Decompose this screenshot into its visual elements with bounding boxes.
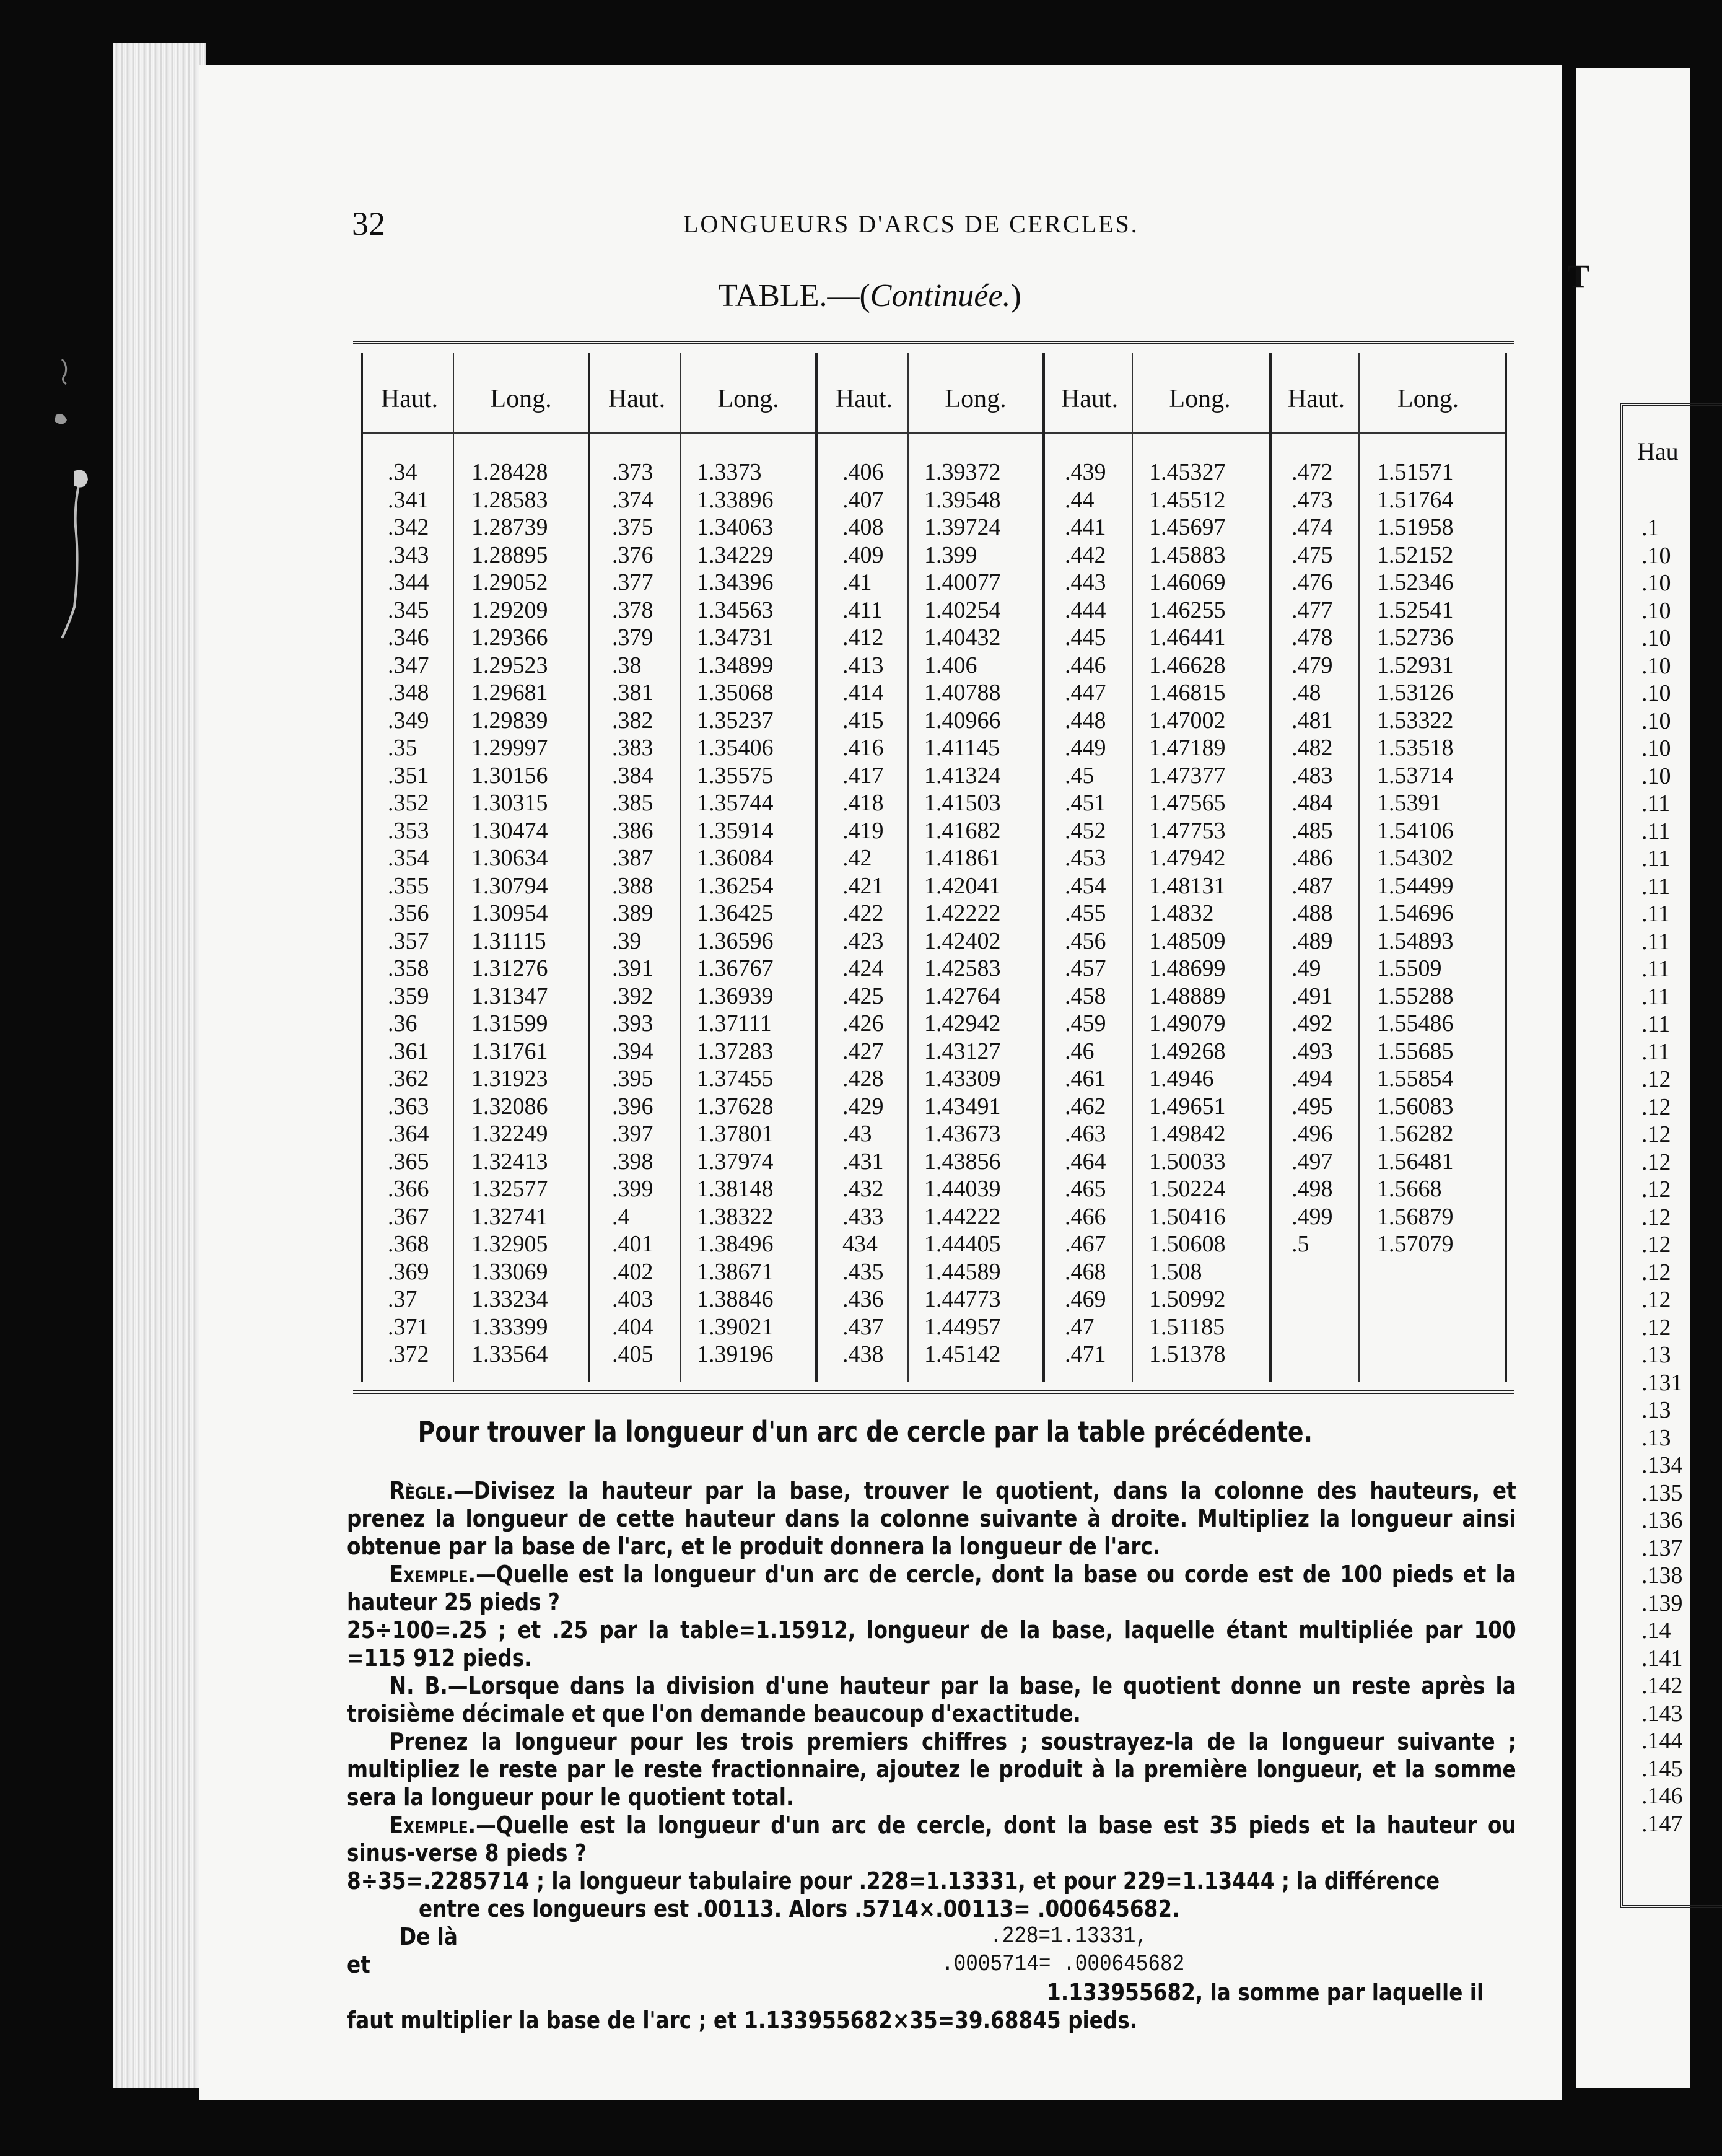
- header-haut-1: Haut.: [380, 385, 439, 413]
- header-long-3: Long.: [945, 385, 1007, 413]
- final-line: faut multiplier la base de l'arc ; et 1.133955682×35=39.68845 pieds.: [347, 2007, 1138, 2034]
- prenez-paragraph: Prenez la longueur pour les trois premiers chiffres ; soustrayez-la de la longueur suivante ; multipliez le reste par le reste fractionnaire, ajoutez le produit à la première longueur, et la somme sera la longueur pour le quotient total.: [347, 1728, 1516, 1811]
- sum-line: 1.133955682, la somme par laquelle il: [1047, 1979, 1484, 2006]
- haut-values-3: .406 .407 .408 .409 .41 .411 .412 .413 .414 .415 .416 .417 .418 .419 .42 .421 .422 .423 .424 .425 .426 .427 .428 .429 .43 .431 .432 .433 434 .435 .436 .437 .438: [842, 459, 884, 1367]
- example-1-paragraph: [347, 1561, 1516, 1616]
- right-page-title: T: [1567, 258, 1590, 295]
- regle-text: —Divisez la hauteur par la base, trouver le quotient, dans la colonne des hauteurs, et prenez la longueur de cette hauteur dans la colonne suivante à droite. Multipliez la longueur ainsi obtenue par la base de l'arc, et le produit donnera la longueur de l'arc.: [347, 1477, 1516, 1560]
- regle-label: Règle.: [389, 1477, 453, 1504]
- de-la-value: .228=1.13331,: [990, 1923, 1148, 1950]
- table-body: [361, 353, 1507, 1382]
- example-1-text: —Quelle est la longueur d'un arc de cercle, dont la base ou corde est de 100 pieds et la hauteur 25 pieds ?: [347, 1561, 1516, 1616]
- long-values-2: 1.3373 1.33896 1.34063 1.34229 1.34396 1.34563 1.34731 1.34899 1.35068 1.35237 1.35406 1.35575 1.35744 1.35914 1.36084 1.36254 1.36425 1.36596 1.36767 1.36939 1.37111 1.37283 1.37455 1.37628 1.37801 1.37974 1.38148 1.38322 1.38496 1.38671 1.38846 1.39021 1.39196: [697, 459, 774, 1367]
- column-group-4: [1045, 353, 1272, 1382]
- example-2-calc-line-2: entre ces longueurs est .00113. Alors .5714×.00113= .000645682.: [419, 1895, 1180, 1922]
- column-group-2: [590, 353, 818, 1382]
- regle-paragraph: [347, 1477, 1516, 1561]
- binding-stain: [37, 347, 99, 644]
- header-haut-5: Haut.: [1287, 385, 1345, 413]
- column-group-5: [1272, 353, 1507, 1382]
- right-page-haut-values: .1 .10 .10 .10 .10 .10 .10 .10 .10 .10 .11 .11 .11 .11 .11 .11 .11 .11 .11 .11 .12 .12 .12 .12 .12 .12 .12 .12 .12 .12 .13 .131 .13 .13 .134 .135 .136 .137 .138 .139 .14 .141 .142 .143 .144 .145 .146 .147: [1641, 515, 1683, 1837]
- table-title-end: ): [1010, 278, 1021, 313]
- nb-paragraph: N. B.—Lorsque dans la division d'une hauteur par la base, le quotient donne un reste après la troisième décimale et que l'on demande beaucoup d'exactitude.: [347, 1672, 1516, 1727]
- header-haut-4: Haut.: [1060, 385, 1119, 413]
- haut-values-4: .439 .44 .441 .442 .443 .444 .445 .446 .447 .448 .449 .45 .451 .452 .453 .454 .455 .456 .457 .458 .459 .46 .461 .462 .463 .464 .465 .466 .467 .468 .469 .47 .471: [1065, 459, 1106, 1367]
- haut-values-5: .472 .473 .474 .475 .476 .477 .478 .479 .48 .481 .482 .483 .484 .485 .486 .487 .488 .489 .49 .491 .492 .493 .494 .495 .496 .497 .498 .499 .5: [1292, 459, 1333, 1257]
- header-haut-3: Haut.: [835, 385, 893, 413]
- page-number: 32: [352, 205, 385, 242]
- header-long-1: Long.: [490, 385, 552, 413]
- right-page-header-haut: Hau: [1637, 437, 1679, 465]
- et-value: .0005714= .000645682: [942, 1951, 1185, 1978]
- de-la-label: De là: [400, 1923, 458, 1950]
- header-long-4: Long.: [1169, 385, 1231, 413]
- long-values-1: 1.28428 1.28583 1.28739 1.28895 1.29052 1.29209 1.29366 1.29523 1.29681 1.29839 1.29997 1.30156 1.30315 1.30474 1.30634 1.30794 1.30954 1.31115 1.31276 1.31347 1.31599 1.31761 1.31923 1.32086 1.32249 1.32413 1.32577 1.32741 1.32905 1.33069 1.33234 1.33399 1.33564: [471, 459, 548, 1367]
- running-title: LONGUEURS D'ARCS DE CERCLES.: [683, 210, 1139, 238]
- header-long-2: Long.: [717, 385, 779, 413]
- page-edge-stack: [113, 43, 206, 2088]
- header-long-5: Long.: [1397, 385, 1459, 413]
- long-values-3: 1.39372 1.39548 1.39724 1.399 1.40077 1.40254 1.40432 1.406 1.40788 1.40966 1.41145 1.41324 1.41503 1.41682 1.41861 1.42041 1.42222 1.42402 1.42583 1.42764 1.42942 1.43127 1.43309 1.43491 1.43673 1.43856 1.44039 1.44222 1.44405 1.44589 1.44773 1.44957 1.45142: [924, 459, 1001, 1367]
- rule-heading: Pour trouver la longueur d'un arc de cercle par la table précédente.: [417, 1415, 1313, 1448]
- example-2-calc-line-1: 8÷35=.2285714 ; la longueur tabulaire pour .228=1.13331, et pour 229=1.13444 ; la différence: [347, 1867, 1440, 1895]
- table-title-main: TABLE.—(: [718, 278, 870, 313]
- column-group-1: [363, 353, 590, 1382]
- et-label: et: [347, 1951, 370, 1978]
- haut-values-2: .373 .374 .375 .376 .377 .378 .379 .38 .381 .382 .383 .384 .385 .386 .387 .388 .389 .39 .391 .392 .393 .394 .395 .396 .397 .398 .399 .4 .401 .402 .403 .404 .405: [612, 459, 653, 1367]
- example-1-calculation: 25÷100=.25 ; et .25 par la table=1.15912, longueur de la base, laquelle étant multipliée par 100 =115 912 pieds.: [347, 1616, 1516, 1672]
- example-2-text: —Quelle est la longueur d'un arc de cercle, dont la base est 35 pieds et la hauteur ou sinus-verse 8 pieds ?: [347, 1812, 1516, 1867]
- long-values-5: 1.51571 1.51764 1.51958 1.52152 1.52346 1.52541 1.52736 1.52931 1.53126 1.53322 1.53518 1.53714 1.5391 1.54106 1.54302 1.54499 1.54696 1.54893 1.5509 1.55288 1.55486 1.55685 1.55854 1.56083 1.56282 1.56481 1.5668 1.56879 1.57079: [1377, 459, 1454, 1257]
- arc-length-table: [353, 341, 1514, 1394]
- example-2-paragraph: [347, 1812, 1516, 1867]
- column-group-3: [818, 353, 1045, 1382]
- table-title-continued: Continuée.: [870, 278, 1011, 313]
- haut-values-1: .34 .341 .342 .343 .344 .345 .346 .347 .348 .349 .35 .351 .352 .353 .354 .355 .356 .357 .358 .359 .36 .361 .362 .363 .364 .365 .366 .367 .368 .369 .37 .371 .372: [388, 459, 429, 1367]
- example-2-label: Exemple.: [389, 1812, 476, 1839]
- long-values-4: 1.45327 1.45512 1.45697 1.45883 1.46069 1.46255 1.46441 1.46628 1.46815 1.47002 1.47189 1.47377 1.47565 1.47753 1.47942 1.48131 1.4832 1.48509 1.48699 1.48889 1.49079 1.49268 1.4946 1.49651 1.49842 1.50033 1.50224 1.50416 1.50608 1.508 1.50992 1.51185 1.51378: [1149, 459, 1226, 1367]
- right-page-fragment: [1567, 68, 1690, 2088]
- example-1-label: Exemple.: [389, 1561, 476, 1588]
- header-haut-2: Haut.: [608, 385, 666, 413]
- table-title: [0, 278, 1690, 314]
